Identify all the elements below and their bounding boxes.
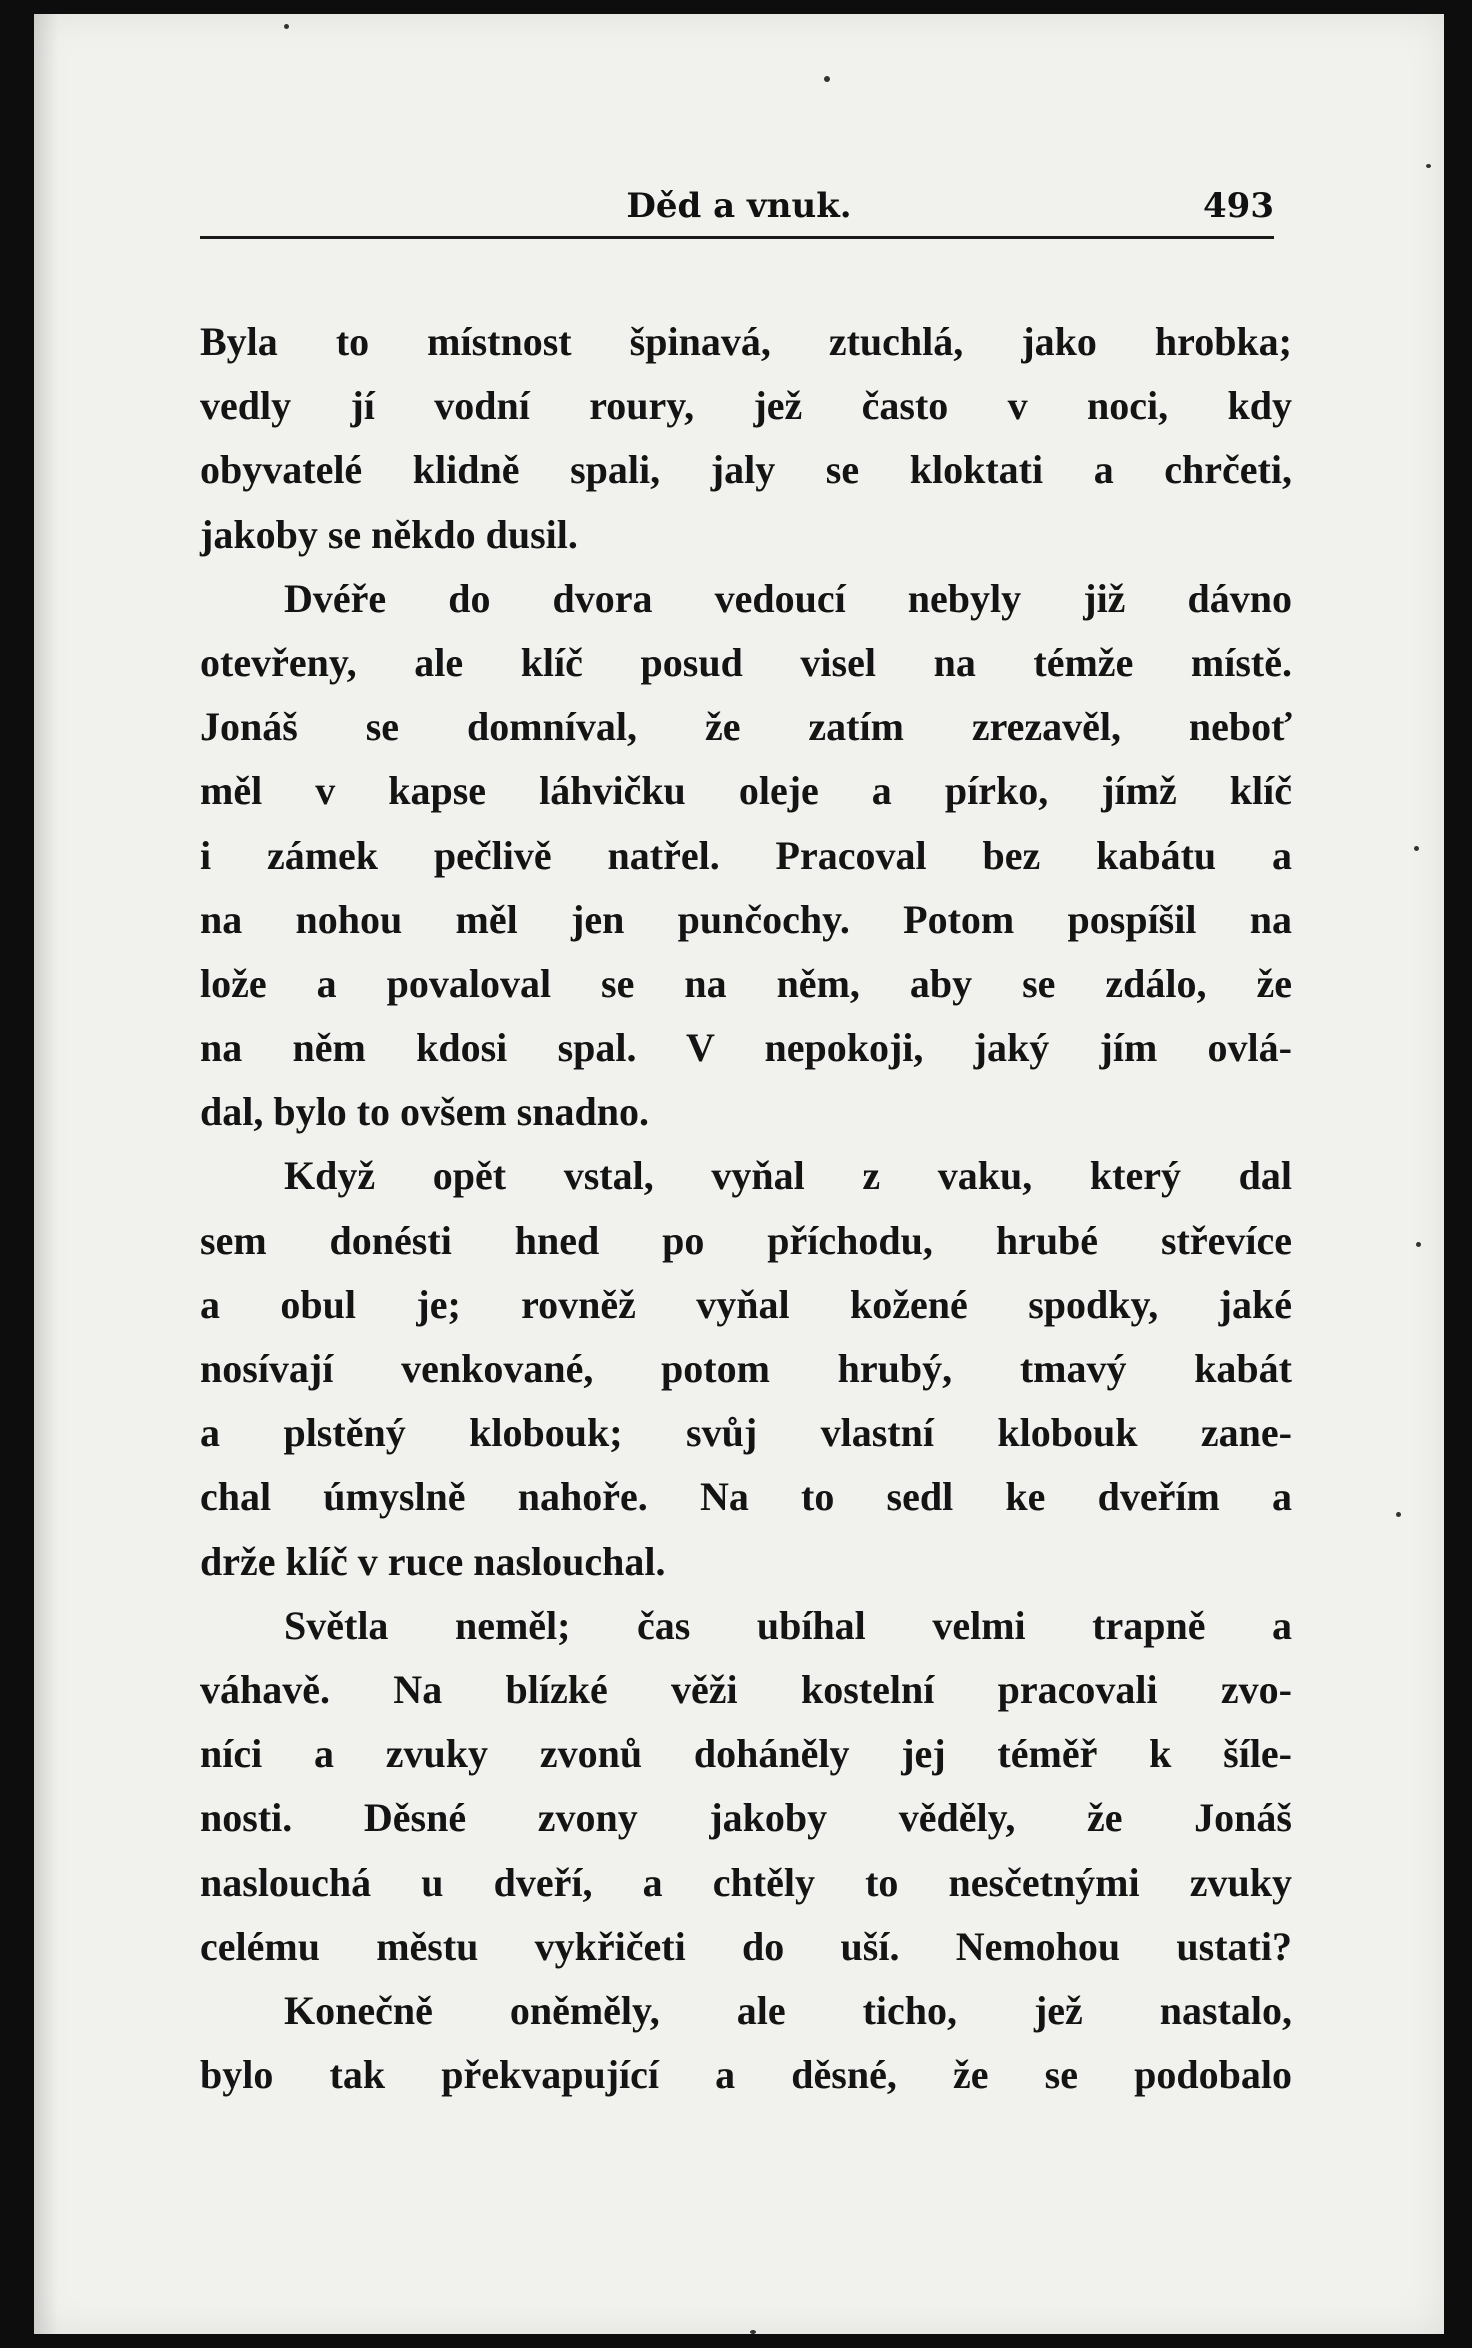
text-line: drže klíč v ruce naslouchal. xyxy=(200,1538,666,1584)
paper-speck xyxy=(1416,1242,1421,1247)
text-line: měl v kapse láhvičku oleje a pírko, jímž klíč xyxy=(200,768,1292,814)
book-page xyxy=(34,14,1444,2334)
header-rule xyxy=(200,236,1274,239)
page-number: 493 xyxy=(1203,186,1274,226)
text-line: bylo tak překvapující a děsné, že se podobalo xyxy=(200,2052,1292,2098)
text-line: Byla to místnost špinavá, ztuchlá, jako hrobka; xyxy=(200,319,1292,364)
text-line: Jonáš se domníval, že zatím zrezavěl, neboť xyxy=(200,704,1292,750)
text-line: otevřeny, ale klíč posud visel na témže místě. xyxy=(200,639,1292,685)
text-line: lože a povaloval se na něm, aby se zdálo, že xyxy=(200,960,1292,1006)
text-line: naslouchá u dveří, a chtěly to nesčetnými zvuky xyxy=(200,1859,1292,1905)
text-line: níci a zvuky zvonů doháněly jej téměř k šíle- xyxy=(200,1731,1292,1777)
text-line: chal úmyslně nahoře. Na to sedl ke dveřím a xyxy=(200,1474,1292,1520)
text-line: Konečně oněměly, ale ticho, jež nastalo, xyxy=(284,1987,1292,2033)
text-line: Dvéře do dvora vedoucí nebyly již dávno xyxy=(284,575,1292,621)
text-line: na nohou měl jen punčochy. Potom pospíšil na xyxy=(200,896,1292,942)
text-line: sem donésti hned po příchodu, hrubé střevíce xyxy=(200,1217,1292,1263)
paper-speck xyxy=(824,76,830,82)
text-line: váhavě. Na blízké věži kostelní pracovali zvo- xyxy=(200,1666,1292,1712)
text-line: nosti. Děsné zvony jakoby věděly, že Jonáš xyxy=(200,1795,1292,1841)
text-line: a obul je; rovněž vyňal kožené spodky, jaké xyxy=(200,1281,1292,1327)
text-line: na něm kdosi spal. V nepokoji, jaký jím ovlá- xyxy=(200,1025,1292,1071)
body-text xyxy=(200,310,1292,2107)
text-line: celému městu vykřičeti do uší. Nemohou ustati? xyxy=(200,1923,1292,1969)
paper-speck xyxy=(1396,1512,1401,1517)
paper-speck xyxy=(284,24,289,29)
page-header xyxy=(204,186,1274,236)
paper-speck xyxy=(750,2330,756,2334)
text-line: Když opět vstal, vyňal z vaku, který dal xyxy=(284,1153,1292,1199)
text-line: dal, bylo to ovšem snadno. xyxy=(200,1089,649,1135)
text-line: obyvatelé klidně spali, jaly se kloktati a chrčeti, xyxy=(200,447,1292,493)
text-line: jakoby se někdo dusil. xyxy=(200,511,578,557)
text-line: Světla neměl; čas ubíhal velmi trapně a xyxy=(284,1602,1292,1648)
text-line: nosívají venkované, potom hrubý, tmavý kabát xyxy=(200,1346,1292,1391)
running-title: Děd a vnuk. xyxy=(626,186,852,226)
paper-speck xyxy=(1414,846,1419,851)
text-line: a plstěný klobouk; svůj vlastní klobouk zane- xyxy=(200,1410,1292,1456)
paper-speck xyxy=(1426,164,1431,168)
text-line: vedly jí vodní roury, jež často v noci, kdy xyxy=(200,383,1292,429)
text-line: i zámek pečlivě natřel. Pracoval bez kabátu a xyxy=(200,832,1292,878)
